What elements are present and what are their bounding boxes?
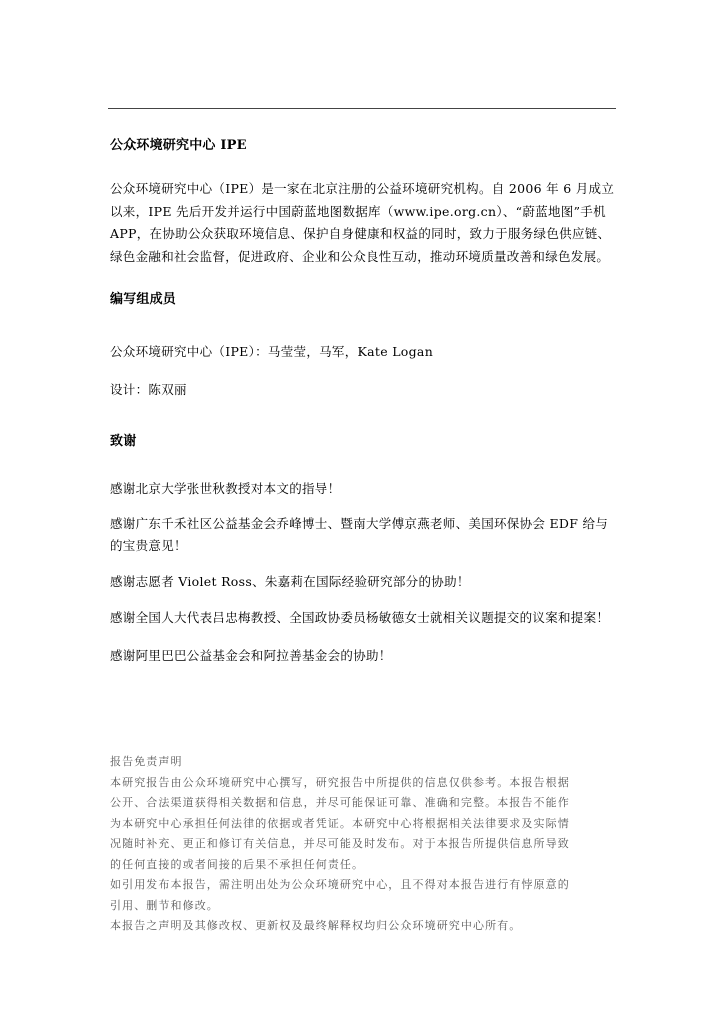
about-paragraph: 公众环境研究中心（IPE）是一家在北京注册的公益环境研究机构。自 2006 年 6 月成立以来，IPE 先后开发并运行中国蔚蓝地图数据库（www.ipe.org.cn）、“蔚蓝地图”手机 APP，在协助公众获取环境信息、保护自身健康和权益的同时，致力于服务绿色供应链、绿色金融和社会监督，促进政府、企业和公众良性互动，推动环境质量改善和绿色发展。 [110,181,615,264]
disclaimer-line: 如引用发布本报告，需注明出处为公众环境研究中心，且不得对本报告进行有悖原意的 [110,878,570,891]
disclaimer-line: 为本研究中心承担任何法律的依据或者凭证。本研究中心将根据相关法律要求及实际情 [110,816,570,830]
disclaimer-line: 本研究报告由公众环境研究中心撰写，研究报告中所提供的信息仅供参考。本报告根据 [110,775,570,789]
disclaimer-line: 本报告之声明及其修改权、更新权及最终解释权均归公众环境研究中心所有。 [110,919,522,932]
header-rule [108,108,616,109]
team-members: 公众环境研究中心（IPE）：马莹莹，马军，Kate Logan [110,344,434,359]
acknowledgement-item: 感谢志愿者 Violet Ross、朱嘉莉在国际经验研究部分的协助！ [110,574,470,589]
team-heading: 编写组成员 [110,292,177,307]
disclaimer-block [110,752,610,937]
disclaimer-line: 的任何直接的或者间接的后果不承担任何责任。 [110,857,365,871]
acknowledgement-item: 感谢全国人大代表吕忠梅教授、全国政协委员杨敏德女士就相关议题提交的议案和提案！ [110,610,610,625]
disclaimer-line: 引用、删节和修改。 [110,898,219,912]
disclaimer-line: 况随时补充、更正和修订有关信息，并尽可能及时发布。对于本报告所提供信息所导致 [110,837,570,850]
acknowledgement-item: 感谢北京大学张世秋教授对本文的指导！ [110,481,341,496]
acknowledgement-item: 感谢广东千禾社区公益基金会乔峰博士、暨南大学傅京燕老师、美国环保协会 EDF 给与的宝贵意见！ [110,516,609,553]
disclaimer-line: 公开、合法渠道获得相关数据和信息，并尽可能保证可靠、准确和完整。本报告不能作 [110,796,570,809]
disclaimer-title: 报告免责声明 [110,755,183,768]
acknowledgements-heading: 致谢 [110,434,137,449]
designer-credit: 设计：陈双丽 [110,382,187,397]
acknowledgement-item: 感谢阿里巴巴公益基金会和阿拉善基金会的协助！ [110,648,392,663]
about-heading: 公众环境研究中心 IPE [110,138,247,153]
